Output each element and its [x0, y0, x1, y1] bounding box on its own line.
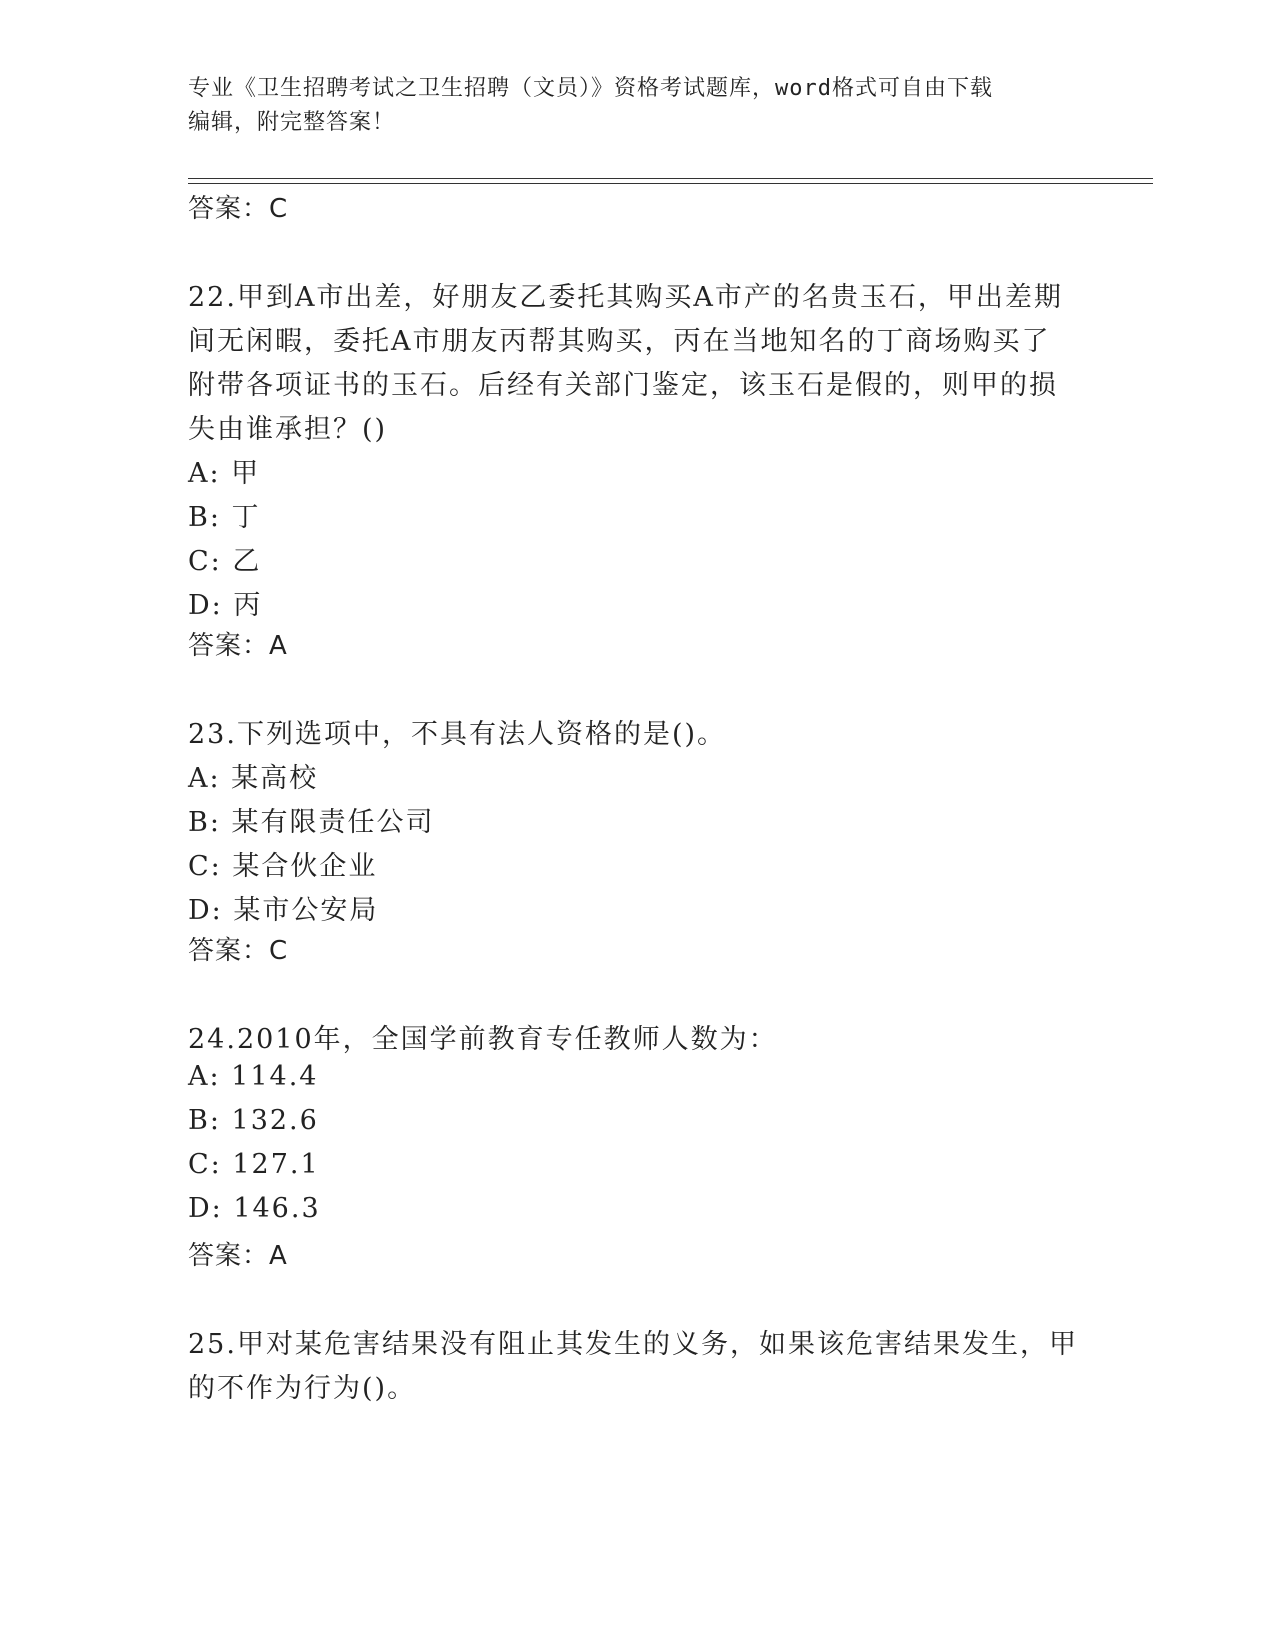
question-25-text-line-1: 25.甲对某危害结果没有阻止其发生的义务，如果该危害结果发生，甲 — [188, 1329, 1078, 1360]
question-24-option-d: D: 146.3 — [188, 1193, 321, 1224]
question-23-text-line-1: 23.下列选项中，不具有法人资格的是()。 — [188, 719, 727, 750]
question-22-text-line-1: 22.甲到A市出差，好朋友乙委托其购买A市产的名贵玉石，甲出差期 — [188, 282, 1063, 313]
question-22-option-c: C: 乙 — [188, 546, 262, 577]
header-line-2: 编辑，附完整答案！ — [188, 110, 396, 135]
previous-answer: 答案：C — [188, 194, 289, 224]
header-line-1: 专业《卫生招聘考试之卫生招聘（文员）》资格考试题库，word格式可自由下载 — [188, 76, 993, 101]
question-22-option-d: D: 丙 — [188, 590, 263, 621]
question-22-answer: 答案：A — [188, 631, 288, 661]
question-23-answer: 答案：C — [188, 936, 289, 966]
question-25-text-line-2: 的不作为行为()。 — [188, 1373, 417, 1404]
question-22-option-b: B: 丁 — [188, 502, 261, 533]
question-23-option-c: C: 某合伙企业 — [188, 851, 378, 882]
question-23-option-b: B: 某有限责任公司 — [188, 807, 435, 838]
question-22-text-line-2: 间无闲暇，委托A市朋友丙帮其购买，丙在当地知名的丁商场购买了 — [188, 326, 1051, 357]
question-22-option-a: A: 甲 — [188, 458, 261, 489]
header-rule-top — [188, 178, 1153, 179]
header-rule-bottom — [188, 183, 1153, 184]
question-24-text-line-1: 24.2010年，全国学前教育专任教师人数为： — [188, 1024, 778, 1055]
question-22-text-line-4: 失由谁承担？() — [188, 414, 388, 445]
question-24-option-c: C: 127.1 — [188, 1149, 320, 1180]
question-24-answer: 答案：A — [188, 1241, 288, 1271]
question-24-option-b: B: 132.6 — [188, 1105, 319, 1136]
document-header — [188, 72, 1068, 140]
question-23-option-d: D: 某市公安局 — [188, 895, 379, 926]
question-24-option-a: A: 114.4 — [188, 1061, 319, 1092]
question-23-option-a: A: 某高校 — [188, 763, 319, 794]
question-22-text-line-3: 附带各项证书的玉石。后经有关部门鉴定，该玉石是假的，则甲的损 — [188, 370, 1058, 401]
